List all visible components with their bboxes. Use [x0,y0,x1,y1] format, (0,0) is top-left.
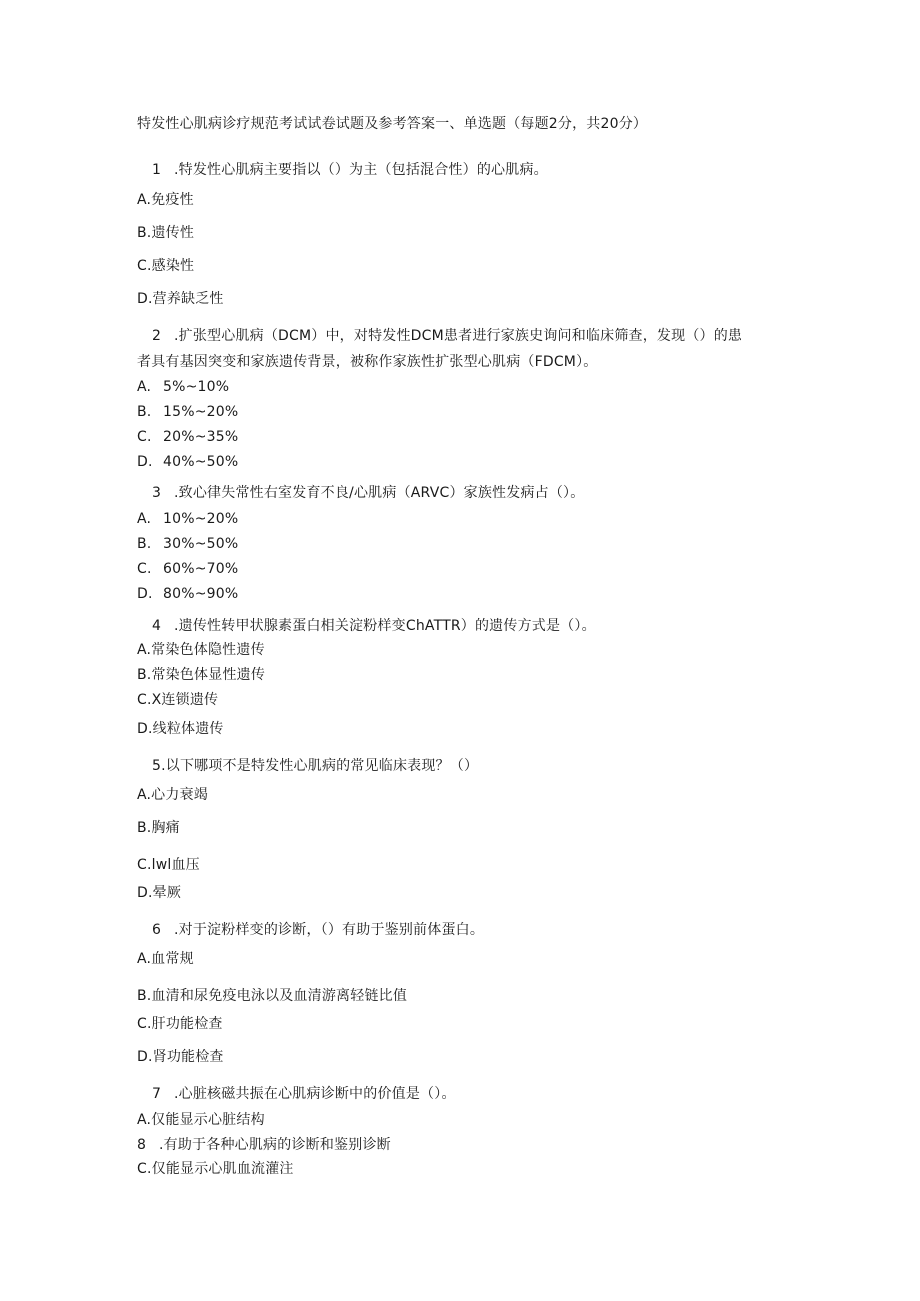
q5-option-d: D.晕厥 [137,885,182,901]
q3-option-a [137,511,238,527]
question-1 [152,162,548,178]
q7-option-a: A.仅能显示心脏结构 [137,1112,265,1128]
q1-option-b: B.遗传性 [137,225,195,241]
question-number: 7 [152,1086,162,1102]
option-value: 30%~50% [163,536,239,552]
q2-option-c [137,429,238,445]
question-text: .特发性心肌病主要指以（）为主（包括混合性）的心肌病。 [174,162,548,178]
question-number: 3 [152,485,162,501]
question-text: .扩张型心肌病（DCM）中，对特发性DCM患者进行家族史询问和临床筛查，发现（）的患 [174,328,743,344]
option-label: C. [137,429,152,445]
q2-option-d [137,454,238,470]
question-7 [152,1086,456,1102]
q6-option-c: C.肝功能检查 [137,1016,223,1032]
question-text: .遗传性转甲状腺素蛋白相关淀粉样变ChATTR）的遗传方式是（）。 [174,618,596,634]
question-text: .对于淀粉样变的诊断，（）有助于鉴别前体蛋白。 [174,922,485,938]
q6-option-a: A.血常规 [137,951,194,967]
option-value: 40%~50% [163,454,239,470]
option-value: 5%~10% [163,379,230,395]
question-text: .心脏核磁共振在心肌病诊断中的价值是（）。 [174,1086,456,1102]
q3-option-c [137,561,238,577]
q2-option-b [137,404,238,420]
q4-option-c: C.X连锁遗传 [137,692,219,708]
option-value: 10%~20% [163,511,239,527]
question-number: 4 [152,618,162,634]
option-label: A. [137,511,152,527]
exam-title: 特发性心肌病诊疗规范考试试卷试题及参考答案一、单选题（每题2分，共20分） [137,116,648,132]
question-3 [152,485,584,501]
q3-option-b [137,536,238,552]
q5-option-a: A.心力衰竭 [137,787,208,803]
q6-option-d: D.肾功能检查 [137,1049,224,1065]
option-label: D. [137,454,153,470]
question-4 [152,618,596,634]
q3-option-d [137,586,238,602]
question-5 [152,758,478,774]
question-number: 6 [152,922,162,938]
q8-option-c: C.仅能显示心肌血流灌注 [137,1161,294,1177]
option-value: 60%~70% [163,561,239,577]
option-value: 15%~20% [163,404,239,420]
question-text: .有助于各种心肌病的诊断和鉴别诊断 [159,1137,391,1153]
q1-option-d: D.营养缺乏性 [137,291,224,307]
q4-option-a: A.常染色体隐性遗传 [137,642,265,658]
question-text: .致心律失常性右室发育不良/心肌病（ARVC）家族性发病占（）。 [174,485,585,501]
q5-option-b: B.胸痛 [137,820,180,836]
q1-option-c: C.感染性 [137,258,195,274]
option-label: B. [137,404,152,420]
question-8 [137,1137,391,1153]
option-label: C. [137,561,152,577]
option-value: 20%~35% [163,429,239,445]
q4-option-d: D.线粒体遗传 [137,721,224,737]
q2-option-a [137,379,229,395]
q6-option-b: B.血清和尿免疫电泳以及血清游离轻链比值 [137,988,408,1004]
option-value: 80%~90% [163,586,239,602]
option-label: A. [137,379,152,395]
option-label: D. [137,586,153,602]
question-2 [152,328,742,344]
q5-option-c: C.lwl血压 [137,857,200,873]
question-number: 8 [137,1137,147,1153]
question-number: 1 [152,162,162,178]
q4-option-b: B.常染色体显性遗传 [137,667,266,683]
q1-option-a: A.免疫性 [137,192,194,208]
question-text: 5.以下哪项不是特发性心肌病的常见临床表现？（） [152,758,479,774]
question-number: 2 [152,328,162,344]
question-6 [152,922,484,938]
option-label: B. [137,536,152,552]
question-2-continued: 者具有基因突变和家族遗传背景，被称作家族性扩张型心肌病（FDCM）。 [137,354,598,370]
